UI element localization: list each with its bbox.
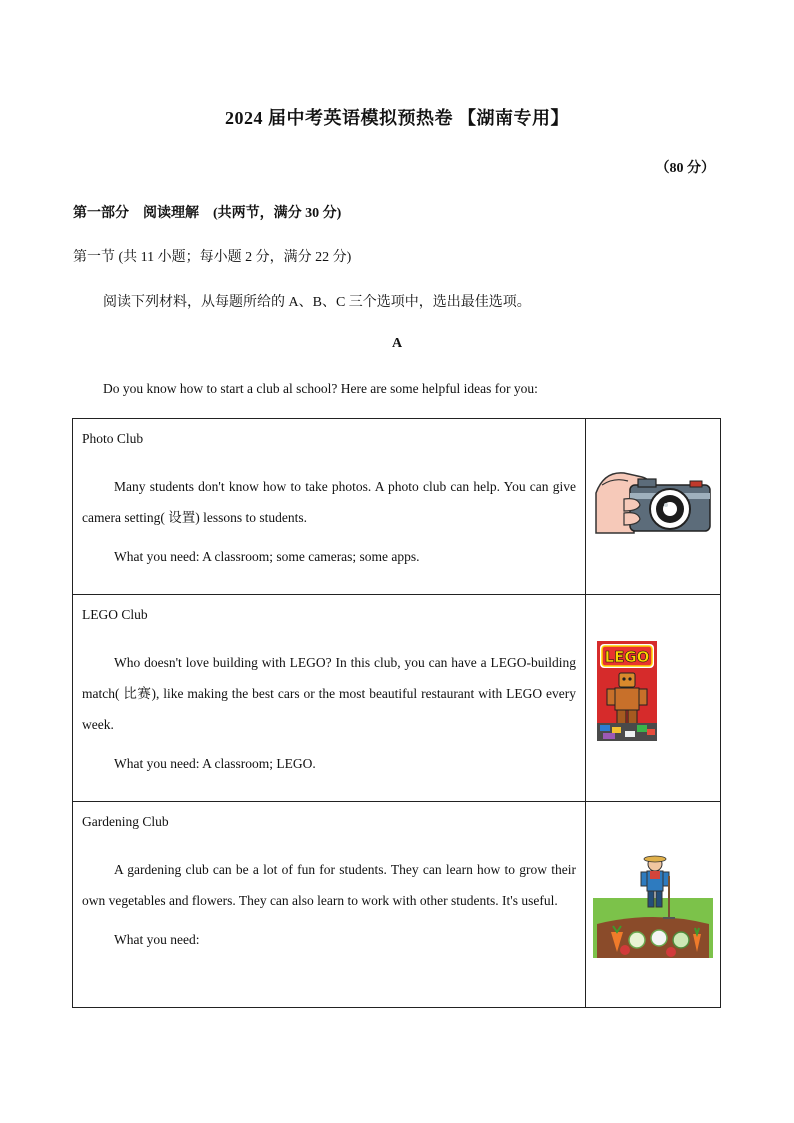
club-text-cell [73,802,586,1008]
club-name: Photo Club [82,431,144,446]
lego-logo-text: LEGO [604,648,650,666]
gardener-icon [593,854,713,958]
camera-hand-icon [594,463,714,543]
club-text-cell [73,419,586,594]
club-needs: What you need: [114,932,200,947]
table-row [73,419,720,595]
clubs-table [72,418,721,1008]
part-heading: 第一部分 阅读理解 (共两节，满分 30 分) [73,206,342,221]
club-image-cell [586,595,720,801]
club-needs: What you need: A classroom; some cameras; some apps. [114,549,420,564]
passage-letter: A [391,336,403,351]
club-name: Gardening Club [82,814,169,829]
club-image-cell [586,802,720,1008]
club-description: Who doesn't love building with LEGO? In this club, you can have a LEGO-building match( 比赛), like making the best cars or the most beautiful restaurant with LEGO every week. [82,655,576,732]
club-needs: What you need: A classroom; LEGO. [114,756,316,771]
page-title: 2024 届中考英语模拟预热卷 【湖南专用】 [225,108,569,128]
lego-box-icon [597,641,657,741]
club-description: Many students don't know how to take photos. A photo club can help. You can give camera setting( 设置) lessons to students. [82,479,576,525]
club-image-cell [586,419,720,594]
table-row [73,802,720,1008]
instruction-text: 阅读下列材料，从每题所给的 A、B、C 三个选项中，选出最佳选项。 [103,295,531,310]
club-text-cell [73,595,586,801]
section-heading: 第一节 (共 11 小题；每小题 2 分，满分 22 分) [73,250,352,265]
club-name: LEGO Club [82,607,148,622]
club-description: A gardening club can be a lot of fun for students. They can learn how to grow their own vegetables and flowers. They can also learn to work with other students. It's useful. [82,862,576,908]
total-score: （80 分） [655,161,715,176]
table-row [73,595,720,802]
passage-intro: Do you know how to start a club al school? Here are some helpful ideas for you: [103,381,538,396]
